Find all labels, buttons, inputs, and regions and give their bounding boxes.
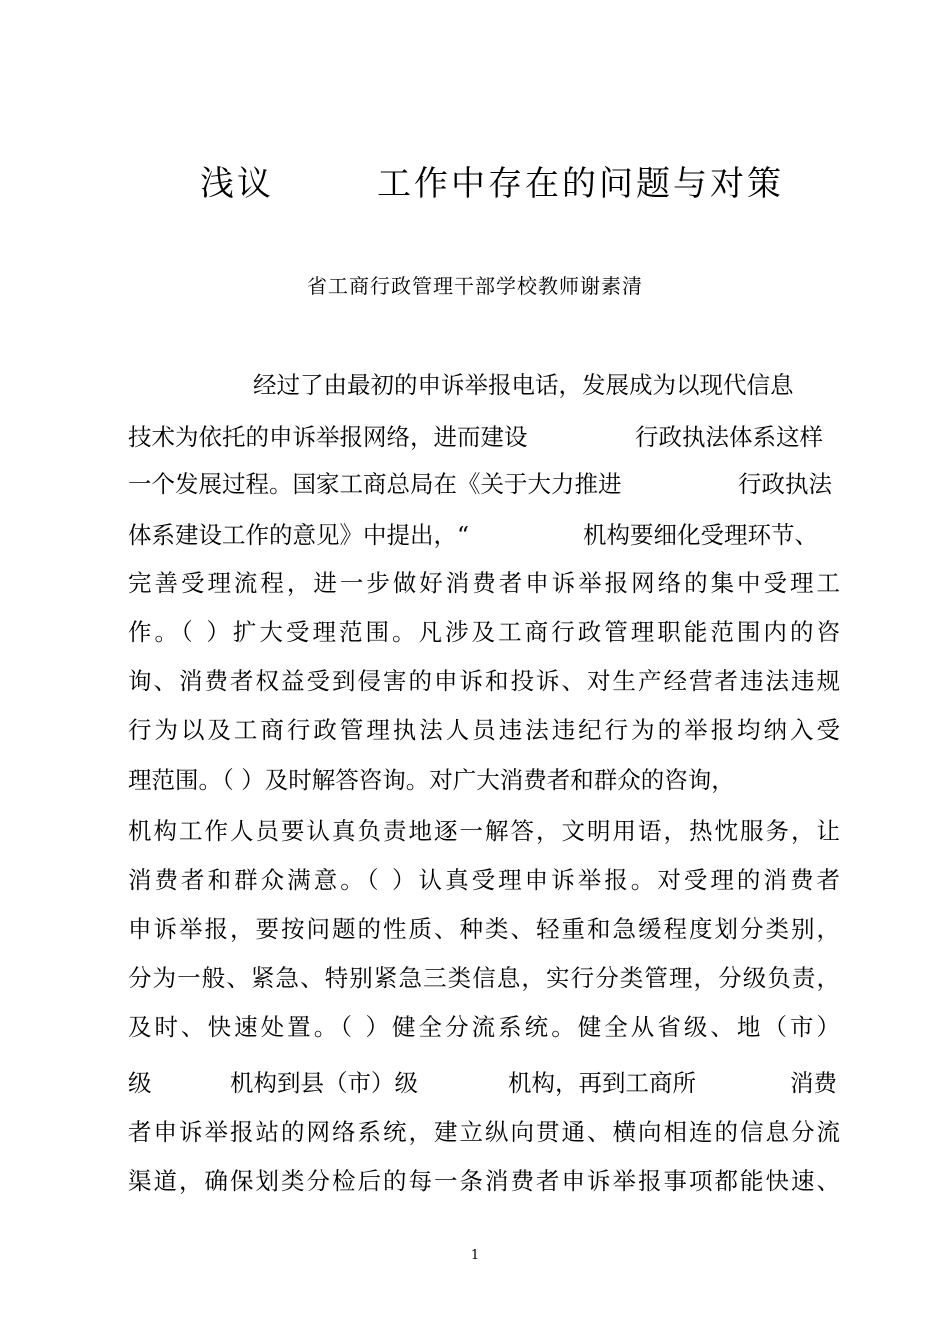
body-line-04-text-a: 体系建设工作的意见》中提出，“ <box>128 521 470 549</box>
body-line-13: 分为一般、紧急、特别紧急三类信息，实行分类管理，分级负责， <box>128 964 840 992</box>
title-part-2: 工作中存在的问题与对策 <box>377 164 784 204</box>
body-line-16: 者申诉举报站的网络系统，建立纵向贯通、横向相连的信息分流 <box>128 1118 840 1146</box>
body-line-11: 消费者和群众满意。（ ）认真受理申诉举报。对受理的消费者 <box>128 866 840 894</box>
page-number: 1 <box>470 1248 480 1263</box>
body-line-12: 申诉举报，要按问题的性质、种类、轻重和急缓程度划分类别， <box>128 915 840 943</box>
body-line-01 <box>128 365 840 405</box>
body-line-06: 作。（ ）扩大受理范围。凡涉及工商行政管理职能范围内的咨 <box>128 618 840 646</box>
body-line-15-text-b: 机构到县（市）级 <box>230 1069 418 1097</box>
body-line-03-text-a: 一个发展过程。国家工商总局在《关于大力推进 <box>128 470 622 498</box>
body-line-15-text-c: 机构，再到工商所 <box>508 1069 696 1097</box>
body-line-03-text-b: 行政执法 <box>738 470 832 498</box>
body-line-02-text-b: 行政执法体系这样 <box>635 423 823 451</box>
body-line-02 <box>128 417 840 457</box>
body-line-15-text-a: 级 <box>128 1069 152 1097</box>
body-line-02-text-a: 技术为依托的申诉举报网络，进而建设 <box>128 423 528 451</box>
body-line-09 <box>128 760 840 800</box>
body-line-15-text-d: 消费 <box>790 1069 837 1097</box>
body-line-10: 机构工作人员要认真负责地逐一解答，文明用语，热忱服务，让 <box>128 817 840 845</box>
body-line-01-text: 经过了由最初的申诉举报电话，发展成为以现代信息 <box>253 371 794 399</box>
body-line-07: 询、消费者权益受到侵害的申诉和投诉、对生产经营者违法违规 <box>128 667 840 695</box>
body-line-14: 及时、快速处置。（ ）健全分流系统。健全从省级、地（市） <box>128 1013 840 1041</box>
title-part-1: 浅议 <box>200 164 274 204</box>
body-line-09-text: 理范围。（ ）及时解答咨询。对广大消费者和群众的咨询， <box>128 766 735 794</box>
body-line-08: 行为以及工商行政管理执法人员违法违纪行为的举报均纳入受 <box>128 716 840 744</box>
body-line-17: 渠道，确保划类分检后的每一条消费者申诉举报事项都能快速、 <box>128 1167 840 1195</box>
document-title <box>0 150 950 210</box>
author-line: 省工商行政管理干部学校教师谢素清 <box>307 274 643 298</box>
body-line-15 <box>128 1063 840 1103</box>
body-line-03 <box>128 464 840 504</box>
body-line-04 <box>128 515 840 555</box>
body-line-04-text-b: 机构要细化受理环节、 <box>583 521 818 549</box>
body-line-05: 完善受理流程，进一步做好消费者申诉举报网络的集中受理工 <box>128 569 840 597</box>
